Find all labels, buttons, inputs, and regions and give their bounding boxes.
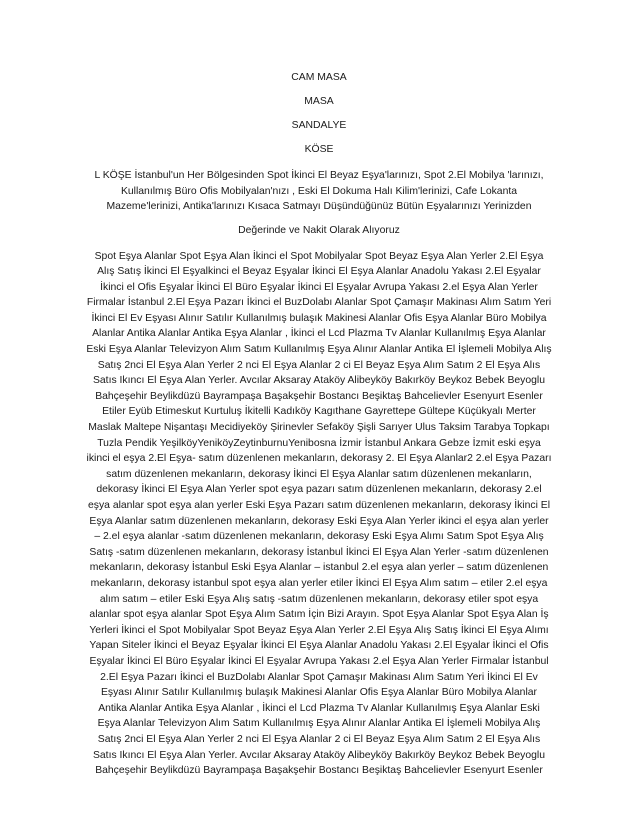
heading-block [86,72,552,156]
heading-masa: MASA [304,96,334,107]
intro-paragraph: L KÖŞE İstanbul'un Her Bölgesinden Spot İkinci El Beyaz Eşya'larınızı, Spot 2.El Mobilya 'larınızı, Kullanılmış Büro Ofis Mobilyalan'nızı , Eski El Dokuma Halı Kilim'lerinizi, Cafe Lokanta Mazeme'lerinizi, Antika'larınızı Kısaca Satmayı Düşündüğünüz Bütün Eşyalarınızı Yerinizden [94,170,544,212]
subheading: Değerinde ve Nakit Olarak Alıyoruz [238,224,400,236]
heading-kose: KÖSE [304,144,334,155]
heading-sandalye: SANDALYE [291,120,347,131]
heading-cam-masa: CAM MASA [291,72,347,83]
body-paragraph: Spot Eşya Alanlar Spot Eşya Alan İkinci el Spot Mobilyalar Spot Beyaz Eşya Alan Yerler 2.El Eşya Alış Satış İkinci El Eşyalkinci el Beyaz Eşyalar İkinci El Eşya Alanlar Anadolu Yakası 2.El Eşyalar İkinci el Ofis Eşyalar İkinci El Büro Eşyalar İkinci El Eşyalar Avrupa Yakası 2.el Eşya Alan Yerler Firmalar İstanbul 2.El Eşya Pazarı İkinci el BuzDolabı Alanlar Spot Çamaşır Makinası Alım Satım Yeri İkinci El Ev Eşyası Alınır Satılır Kullanılmış bulaşık Makinesi Alanlar Ofis Eşya Alanlar Büro Mobilya Alanlar Antika Alanlar Antika Eşya Alanlar , İkinci el Lcd Plazma Tv Alanlar Kullanılmış Eşya Alanlar Eski Eşya Alanlar Televizyon Alım Satım Kullanılmış Eşya Alınır Alanlar Antika El İşlemeli Mobilya Alış Satış 2nci El Eşya Alan Yerler 2 nci El Eşya Alanlar 2 ci El Beyaz Eşya Alım Satım 2 El Eşya Alıs Satıs Ikıncı El Eşya Alan Yerler. Avcılar Aksaray Ataköy Alibeyköy Bakırköy Beykoz Bebek Beyoglu Bahçeşehir Beylikdüzü Bayrampaşa Başakşehir Bostancı Beşiktaş Bahcelievler Esenyurt Esenler Etiler Eyüb Etimeskut Kurtuluş İkitelli Kadıköy Kagıthane Gayrettepe Gültepe Küçükyalı Merter Maslak Maltepe Nişantaşı Mecidiyeköy Şirinevler Sefaköy Şişli Sarıyer Ulus Taksim Tarabya Topkapı Tuzla Pendik YeşilköyYeniköyZeytinburnuYenibosna İzmir İstanbul Ankara Gebze İzmit eski eşya ikinci el eşya 2.El Eşya- satım düzenlenen mekanların, dekorasy 2. El Eşya Alanlar2 2.el Eşya Pazarı satım düzenlenen mekanların, dekorasy İkinci El Eşya Alanlar satım düzenlenen mekanların, dekorasy İkinci El Eşya Alan Yerler spot eşya pazarı satım düzenlenen mekanların, dekorasy 2.el eşya alanlar spot eşya alan yerler Eski Eşya Pazarı satım düzenlenen mekanların, dekorasy İkinci El Eşya Alanlar satım düzenlenen mekanların, dekorasy Eski Eşya Alan Yerler ikinci el eşya alan yerler – 2.el eşya alanlar -satım düzenlenen mekanların, dekorasy Eski Eşya Alımı Satım Spot Eşya Alış Satış -satım düzenlenen mekanların, dekorasy İstanbul İkinci El Eşya Alan Yerler -satım düzenlenen mekanların, dekorasy İstanbul Eski Eşya Alanlar – istanbul 2.el eşya alan yerler – satım düzenlenen mekanların, dekorasy istanbul spot eşya alan yerler etiler İkinci El Eşya Alım satım – etiler 2.el eşya alım satım – etiler Eski Eşya Alış satış -satım düzenlenen mekanların, dekorasy etiler spot eşya alanlar spot eşya alanlar Spot Eşya Alım Satım İçin Bizi Arayın. Spot Eşya Alanlar Spot Eşya Alan İş Yerleri İkinci el Spot Mobilyalar Spot Beyaz Eşya Alan Yerler 2.El Eşya Alış Satış İkinci El Eşya Alımı Yapan Siteler İkinci el Beyaz Eşyalar İkinci El Eşya Alanlar Anadolu Yakası 2.El Eşyalar İkinci el Ofis Eşyalar İkinci El Büro Eşyalar İkinci El Eşyalar Avrupa Yakası 2.el Eşya Alan Yerler Firmalar İstanbul 2.El Eşya Pazarı İkinci el BuzDolabı Alanlar Spot Çamaşır Makinası Alım Satım Yeri İkinci El Ev Eşyası Alınır Satılır Kullanılmış bulaşık Makinesi Alanlar Ofis Eşya Alanlar Büro Mobilya Alanlar Antika Alanlar Antika Eşya Alanlar , İkinci el Lcd Plazma Tv Alanlar Kullanılmış Eşya Alanlar Eski Eşya Alanlar Televizyon Alım Satım Kullanılmış Eşya Alınır Alanlar Antika El İşlemeli Mobilya Alış Satış 2nci El Eşya Alan Yerler 2 nci El Eşya Alanlar 2 ci El Beyaz Eşya Alım Satım 2 El Eşya Alıs Satıs Ikıncı El Eşya Alan Yerler. Avcılar Aksaray Ataköy Alibeyköy Bakırköy Beykoz Bebek Beyoglu Bahçeşehir Beylikdüzü Bayrampaşa Başakşehir Bostancı Beşiktaş Bahcelievler Esenyurt Esenler [86,250,552,777]
